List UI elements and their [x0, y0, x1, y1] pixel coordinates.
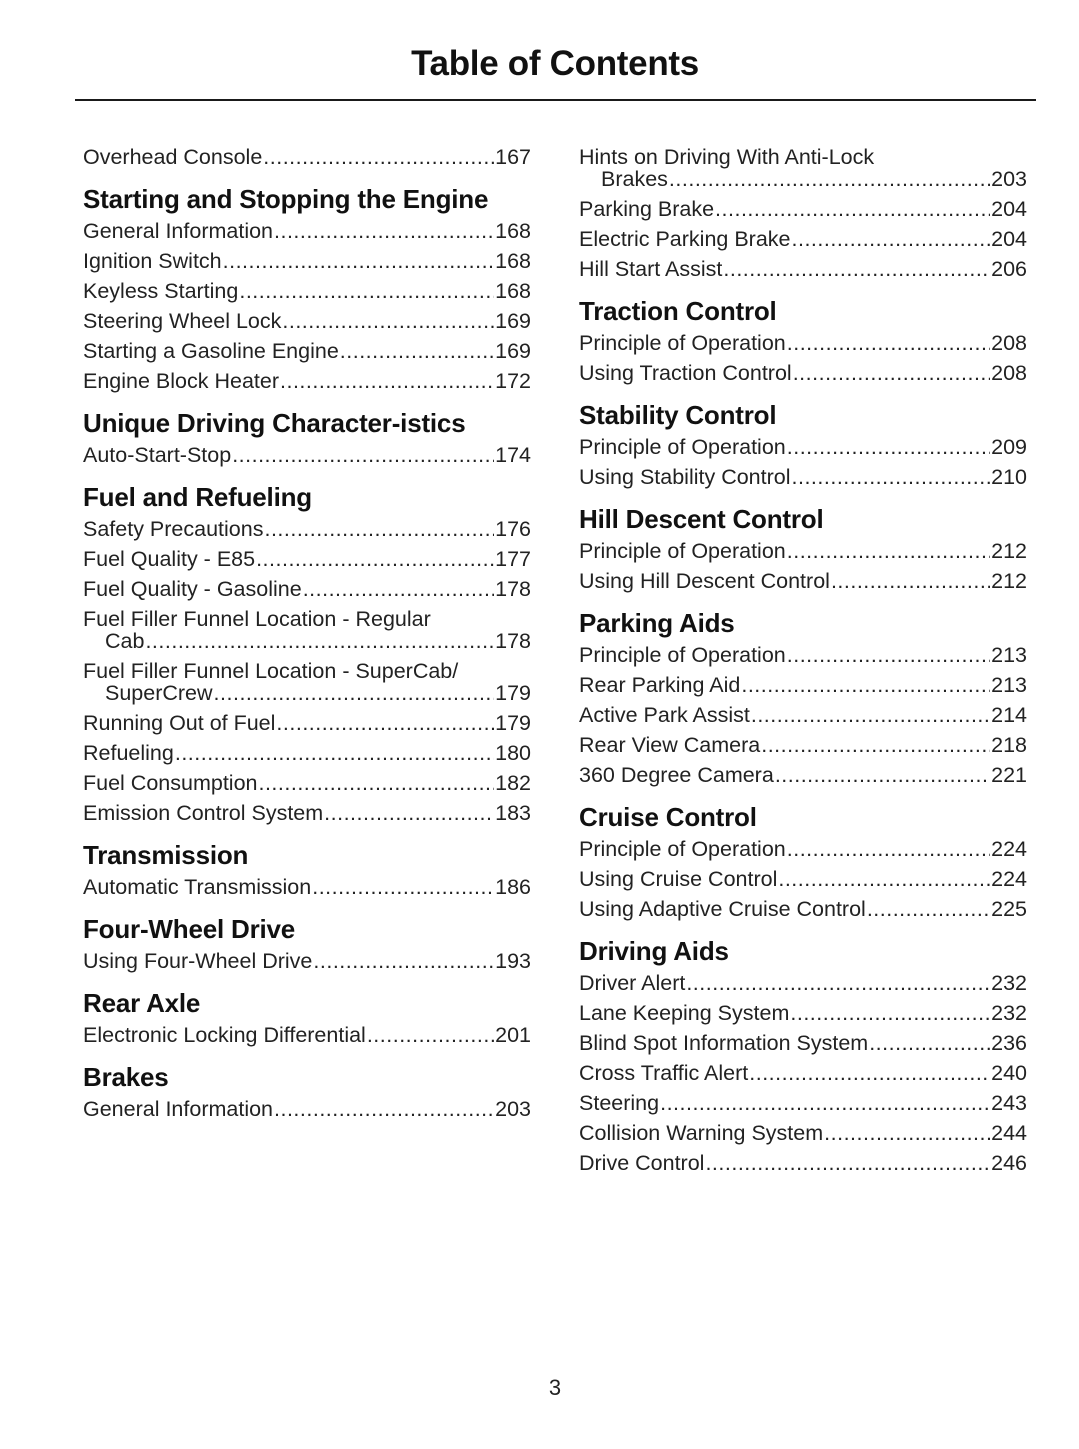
entry-page-number: 186	[495, 875, 531, 899]
entry-page-number: 212	[991, 539, 1027, 563]
dot-leader	[340, 340, 494, 362]
page-number: 3	[548, 1375, 562, 1400]
toc-entry[interactable]	[83, 548, 531, 570]
toc-entry[interactable]	[83, 660, 531, 704]
entry-label: Refueling	[83, 741, 174, 765]
title-divider	[75, 99, 1036, 101]
dot-leader	[778, 868, 990, 890]
entry-label: Fuel Filler Funnel Location - SuperCab/	[83, 659, 459, 683]
dot-leader	[258, 772, 494, 794]
toc-entry[interactable]	[579, 972, 1027, 994]
entry-page-number: 201	[495, 1023, 531, 1047]
entry-page-number: 208	[991, 331, 1027, 355]
toc-entry[interactable]	[83, 802, 531, 824]
entry-page-number: 218	[991, 733, 1027, 757]
entry-page-number: 208	[991, 361, 1027, 385]
toc-section-parking-aids	[579, 610, 1027, 786]
toc-left-column	[83, 146, 531, 1138]
dot-leader	[282, 310, 494, 332]
toc-section-driving-aids	[579, 938, 1027, 1174]
dot-leader	[660, 1092, 990, 1114]
entry-page-number: 210	[991, 465, 1027, 489]
toc-entry[interactable]	[579, 362, 1027, 384]
entry-label: General Information	[83, 219, 274, 243]
dot-leader	[715, 198, 990, 220]
entry-page-number: 174	[495, 443, 531, 467]
dot-leader	[831, 570, 990, 592]
toc-right-column	[579, 146, 1027, 1192]
toc-entry[interactable]	[579, 674, 1027, 696]
section-heading: Brakes	[83, 1062, 169, 1092]
section-heading: Parking Aids	[579, 608, 735, 638]
entry-label-continued: Brakes	[601, 167, 668, 191]
toc-section-hill-descent-control	[579, 506, 1027, 592]
dot-leader	[867, 898, 990, 920]
toc-section-rear-axle	[83, 990, 531, 1046]
toc-entry[interactable]	[579, 258, 1027, 280]
entry-label: Lane Keeping System	[579, 1001, 790, 1025]
entry-page-number: 169	[495, 309, 531, 333]
dot-leader	[175, 742, 494, 764]
toc-entry[interactable]	[83, 370, 531, 392]
entry-page-number: 179	[495, 681, 531, 705]
entry-label: Using Four-Wheel Drive	[83, 949, 313, 973]
dot-leader	[787, 540, 990, 562]
dot-leader	[761, 734, 990, 756]
entry-page-number: 193	[495, 949, 531, 973]
entry-page-number: 182	[495, 771, 531, 795]
entry-page-number: 179	[495, 711, 531, 735]
entry-label: Using Stability Control	[579, 465, 791, 489]
entry-page-number: 240	[991, 1061, 1027, 1085]
toc-section-traction-control	[579, 298, 1027, 384]
toc-entry[interactable]	[83, 310, 531, 332]
entry-page-number: 168	[495, 219, 531, 243]
entry-label: Ignition Switch	[83, 249, 222, 273]
entry-label: Principle of Operation	[579, 435, 786, 459]
toc-entry[interactable]	[83, 1098, 531, 1120]
entry-page-number: 214	[991, 703, 1027, 727]
toc-entry[interactable]	[83, 444, 531, 466]
dot-leader	[686, 972, 990, 994]
entry-label: Safety Precautions	[83, 517, 264, 541]
entry-label: Parking Brake	[579, 197, 715, 221]
toc-entry[interactable]	[83, 578, 531, 600]
dot-leader	[751, 704, 990, 726]
entry-label-continued: SuperCrew	[105, 681, 213, 705]
dot-leader	[263, 146, 494, 168]
dot-leader	[256, 548, 494, 570]
toc-entry[interactable]	[83, 876, 531, 898]
toc-entry[interactable]	[83, 742, 531, 764]
dot-leader	[723, 258, 990, 280]
entry-label: Steering Wheel Lock	[83, 309, 282, 333]
entry-label: Fuel Filler Funnel Location - Regular	[83, 607, 431, 631]
entry-page-number: 213	[991, 643, 1027, 667]
dot-leader	[787, 332, 990, 354]
toc-section-stability-control	[579, 402, 1027, 488]
entry-page-number: 212	[991, 569, 1027, 593]
toc-entry[interactable]	[579, 146, 1027, 190]
entry-label: Engine Block Heater	[83, 369, 279, 393]
entry-page-number: 221	[991, 763, 1027, 787]
dot-leader	[274, 1098, 494, 1120]
entry-label: Electric Parking Brake	[579, 227, 791, 251]
entry-label: Fuel Quality - Gasoline	[83, 577, 302, 601]
dot-leader	[787, 436, 990, 458]
toc-entry[interactable]	[83, 146, 531, 168]
entry-label: Principle of Operation	[579, 539, 786, 563]
entry-label: Active Park Assist	[579, 703, 750, 727]
entry-page-number: 183	[495, 801, 531, 825]
entry-page-number: 232	[991, 971, 1027, 995]
dot-leader	[312, 876, 494, 898]
entry-label: Keyless Starting	[83, 279, 239, 303]
dot-leader	[276, 712, 494, 734]
entry-label: Using Traction Control	[579, 361, 792, 385]
entry-page-number: 225	[991, 897, 1027, 921]
section-heading: Cruise Control	[579, 802, 757, 832]
entry-page-number: 203	[991, 167, 1027, 191]
dot-leader	[824, 1122, 990, 1144]
dot-leader	[274, 220, 494, 242]
dot-leader	[145, 630, 494, 652]
entry-label: 360 Degree Camera	[579, 763, 774, 787]
entry-page-number: 206	[991, 257, 1027, 281]
dot-leader	[223, 250, 494, 272]
section-heading: Traction Control	[579, 296, 777, 326]
toc-entry[interactable]	[579, 1032, 1027, 1054]
toc-entry[interactable]	[83, 280, 531, 302]
entry-label: Collision Warning System	[579, 1121, 824, 1145]
entry-label: Emission Control System	[83, 801, 324, 825]
toc-entry[interactable]	[83, 608, 531, 652]
toc-section-unique-driving-character-istics	[83, 410, 531, 466]
toc-section-cruise-control	[579, 804, 1027, 920]
toc-entry[interactable]	[579, 764, 1027, 786]
toc-entry[interactable]	[579, 704, 1027, 726]
entry-label: Rear Parking Aid	[579, 673, 741, 697]
entry-page-number: 246	[991, 1151, 1027, 1175]
entry-label: Fuel Consumption	[83, 771, 258, 795]
entry-page-number: 176	[495, 517, 531, 541]
section-heading: Four-Wheel Drive	[83, 914, 296, 944]
entry-label: Steering	[579, 1091, 660, 1115]
section-heading: Unique Driving Character-istics	[83, 408, 466, 438]
toc-entry[interactable]	[83, 712, 531, 734]
toc-entry[interactable]	[83, 950, 531, 972]
toc-entry[interactable]	[579, 570, 1027, 592]
entry-label: Using Hill Descent Control	[579, 569, 830, 593]
toc-entry[interactable]	[83, 772, 531, 794]
toc-entry[interactable]	[579, 332, 1027, 354]
entry-page-number: 204	[991, 227, 1027, 251]
toc-section	[579, 146, 1027, 280]
dot-leader	[792, 228, 991, 250]
dot-leader	[792, 466, 991, 488]
section-heading: Fuel and Refueling	[83, 482, 312, 512]
entry-page-number: 169	[495, 339, 531, 363]
entry-label: Principle of Operation	[579, 837, 786, 861]
entry-page-number: 232	[991, 1001, 1027, 1025]
entry-page-number: 177	[495, 547, 531, 571]
dot-leader	[790, 1002, 990, 1024]
toc-entry[interactable]	[579, 898, 1027, 920]
toc-entry[interactable]	[83, 518, 531, 540]
section-heading: Transmission	[83, 840, 249, 870]
entry-label: Drive Control	[579, 1151, 705, 1175]
section-heading: Driving Aids	[579, 936, 729, 966]
entry-page-number: 168	[495, 249, 531, 273]
dot-leader	[705, 1152, 990, 1174]
dot-leader	[793, 362, 990, 384]
entry-label: Automatic Transmission	[83, 875, 312, 899]
toc-entry[interactable]	[579, 436, 1027, 458]
toc-entry[interactable]	[579, 228, 1027, 250]
entry-page-number: 236	[991, 1031, 1027, 1055]
dot-leader	[214, 682, 495, 704]
entry-label: Hill Start Assist	[579, 257, 723, 281]
toc-entry[interactable]	[83, 1024, 531, 1046]
toc-entry[interactable]	[579, 644, 1027, 666]
entry-label: Principle of Operation	[579, 331, 786, 355]
entry-label: Cross Traffic Alert	[579, 1061, 749, 1085]
entry-label: Driver Alert	[579, 971, 686, 995]
toc-section-brakes	[83, 1064, 531, 1120]
toc-entry[interactable]	[83, 220, 531, 242]
dot-leader	[232, 444, 494, 466]
entry-page-number: 203	[495, 1097, 531, 1121]
toc-section	[83, 146, 531, 168]
section-heading: Rear Axle	[83, 988, 201, 1018]
dot-leader	[749, 1062, 990, 1084]
dot-leader	[280, 370, 494, 392]
toc-entry[interactable]	[579, 734, 1027, 756]
entry-page-number: 243	[991, 1091, 1027, 1115]
entry-page-number: 178	[495, 577, 531, 601]
dot-leader	[239, 280, 494, 302]
toc-entry[interactable]	[83, 340, 531, 362]
entry-page-number: 180	[495, 741, 531, 765]
entry-page-number: 224	[991, 867, 1027, 891]
entry-label: Running Out of Fuel	[83, 711, 276, 735]
dot-leader	[303, 578, 494, 600]
page-title: Table of Contents	[411, 44, 699, 83]
toc-section-fuel-and-refueling	[83, 484, 531, 824]
section-heading: Stability Control	[579, 400, 777, 430]
entry-page-number: 204	[991, 197, 1027, 221]
entry-label: Starting a Gasoline Engine	[83, 339, 339, 363]
entry-label: Rear View Camera	[579, 733, 761, 757]
toc-entry[interactable]	[579, 466, 1027, 488]
entry-label: General Information	[83, 1097, 274, 1121]
dot-leader	[787, 838, 990, 860]
section-heading: Hill Descent Control	[579, 504, 824, 534]
toc-entry[interactable]	[579, 1002, 1027, 1024]
toc-entry[interactable]	[579, 1092, 1027, 1114]
entry-page-number: 167	[495, 145, 531, 169]
entry-page-number: 244	[991, 1121, 1027, 1145]
dot-leader	[669, 168, 990, 190]
toc-entry[interactable]	[579, 1152, 1027, 1174]
entry-label: Principle of Operation	[579, 643, 786, 667]
toc-entry[interactable]	[579, 838, 1027, 860]
entry-page-number: 209	[991, 435, 1027, 459]
dot-leader	[324, 802, 494, 824]
dot-leader	[775, 764, 990, 786]
toc-section-four-wheel-drive	[83, 916, 531, 972]
toc-entry[interactable]	[579, 198, 1027, 220]
dot-leader	[787, 644, 990, 666]
entry-label: Using Adaptive Cruise Control	[579, 897, 866, 921]
toc-entry[interactable]	[579, 1062, 1027, 1084]
entry-page-number: 178	[495, 629, 531, 653]
entry-label: Hints on Driving With Anti-Lock	[579, 145, 875, 169]
entry-label: Blind Spot Information System	[579, 1031, 869, 1055]
entry-label: Auto-Start-Stop	[83, 443, 232, 467]
entry-label: Using Cruise Control	[579, 867, 778, 891]
entry-page-number: 224	[991, 837, 1027, 861]
section-heading: Starting and Stopping the Engine	[83, 184, 489, 214]
entry-page-number: 172	[495, 369, 531, 393]
toc-section-transmission	[83, 842, 531, 898]
dot-leader	[367, 1024, 494, 1046]
toc-entry[interactable]	[83, 250, 531, 272]
entry-label: Fuel Quality - E85	[83, 547, 256, 571]
entry-label: Overhead Console	[83, 145, 263, 169]
entry-page-number: 168	[495, 279, 531, 303]
entry-label-continued: Cab	[105, 629, 145, 653]
entry-label: Electronic Locking Differential	[83, 1023, 366, 1047]
toc-entry[interactable]	[579, 868, 1027, 890]
toc-section-starting-and-stopping-the-engine	[83, 186, 531, 392]
entry-page-number: 213	[991, 673, 1027, 697]
dot-leader	[869, 1032, 990, 1054]
dot-leader	[741, 674, 990, 696]
toc-entry[interactable]	[579, 540, 1027, 562]
toc-entry[interactable]	[579, 1122, 1027, 1144]
dot-leader	[264, 518, 494, 540]
dot-leader	[313, 950, 494, 972]
